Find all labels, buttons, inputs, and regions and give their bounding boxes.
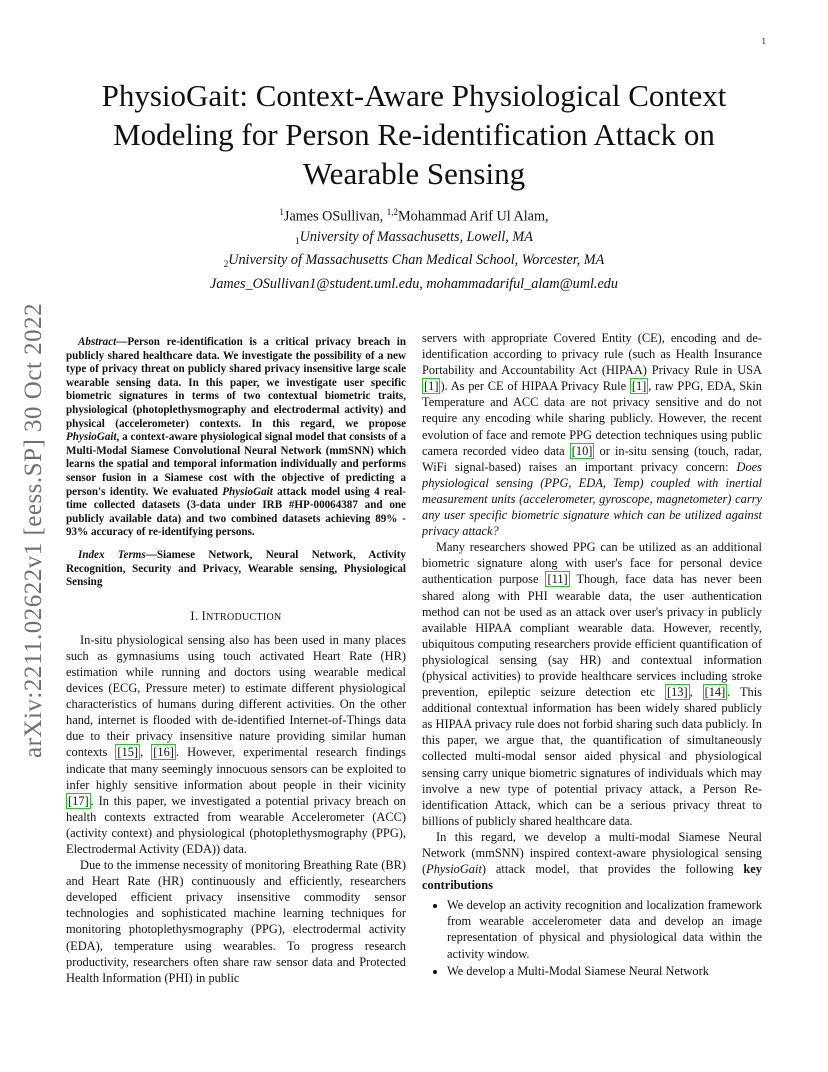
citation-17[interactable]: [17] bbox=[68, 793, 89, 808]
abstract-text-1: —Person re-identification is a critical privacy breach in publicly shared healthcare data. We investigate the possibility of a new type of privacy threat on publicly shared privacy insensitive large scale wearable sensing data. In this paper, we investigate user specific biometric signatures in terms of two contextual biometric traits, physiological (photoplethysmography and electrodermal activity) and physical (accelerometer) contexts. In this regard, we propose bbox=[66, 336, 406, 430]
para-text: . However, experimental research findings indicate that many seemingly innocuous sensors can be exploited to infer highly sensitive information about people in their vicinity bbox=[66, 745, 407, 792]
abstract-text-2: , a context-aware physiological signal model that consists of a Multi-Modal Siamese Convolutional Neural Network (mmSNN) which learns the spatial and temporal information individually and performs sensor fusion in a Siamese cost with the objective of predicting a person's identity. We evaluated bbox=[66, 431, 406, 498]
abstract-model-name-1: PhysioGait bbox=[66, 431, 117, 444]
citation-13[interactable]: [13] bbox=[666, 685, 688, 700]
citation-separator: , bbox=[689, 685, 703, 700]
section-numeral: I. I bbox=[190, 608, 207, 623]
key-contributions-label: key contributions bbox=[422, 862, 762, 893]
author2-affil-marker: 1,2 bbox=[386, 207, 399, 217]
citation-11[interactable]: [11] bbox=[547, 572, 568, 587]
affiliation-2 bbox=[66, 251, 762, 275]
para-text: , raw PPG, EDA, Skin Temperature and ACC data are not privacy sensitive and do not require any encoding while sharing publicly. However, the recent evolution of face and remote PPG detection techniques using public camera recorded video data bbox=[422, 379, 762, 458]
para-text: or in-situ sensing (touch, radar, WiFi signal-based) raises an important privacy concern: bbox=[422, 443, 762, 474]
para-text: In-situ physiological sensing also has been used in many places such as gymnasiums using touch activated Heart Rate (HR) estimation while running and doctors using wearable medical devices (ECG, Pressure meter) to estimate different physiological characteristics of humans during different activities. On the other hand, internet is flooded with de-identified Internet-of-Things data due to their privacy insensitive nature providing similar human contexts bbox=[66, 632, 406, 760]
para-text: Many researchers showed PPG can be utilized as an additional biometric signature along with user's face for personal device authentication purpose bbox=[422, 540, 762, 587]
index-terms-label: Index Terms bbox=[78, 548, 146, 561]
author-names bbox=[66, 203, 762, 228]
abstract-model-name-2: PhysioGait bbox=[222, 485, 273, 498]
intro-paragraph-4 bbox=[422, 829, 762, 893]
para-text: . This additional contextual information has been widely shared publicly as HIPAA privacy rule does not forbid sharing such data publicly. In this paper, we argue that, the quantification of simultaneously collected multi-modal sensor aided physical and physiological sensing carry unique biometric signatures of individuals which may involve a new type of potential privacy attack, a Person Re-identification Attack, which can be a serious privacy threat to billions of publicly shared healthcare data. bbox=[422, 685, 763, 828]
citation-14[interactable]: [14] bbox=[704, 685, 726, 700]
para-text: . In this paper, we investigated a potential privacy breach on health contexts extracted from wearable Accelerometer (ACC) (activity context) and physiological (photoplethysmography (PPG), Electrodermal Activity (EDA)) data. bbox=[66, 793, 406, 856]
intro-paragraph-1 bbox=[66, 632, 406, 857]
paper-title: PhysioGait: Context-Aware Physiological Context Modeling for Person Re-identification Attack on Wearable Sensing bbox=[101, 78, 727, 191]
section-title-rest: NTRODUCTION bbox=[206, 611, 282, 623]
author2-name: Mohammad Arif Ul Alam, bbox=[398, 208, 549, 225]
intro-paragraph-2-continued bbox=[422, 330, 762, 539]
affil1-text: University of Massachusetts, Lowell, MA bbox=[299, 228, 533, 245]
citation-1[interactable]: [1] bbox=[424, 379, 439, 394]
abstract bbox=[66, 336, 406, 540]
author-block bbox=[66, 203, 762, 295]
citation-1-repeat[interactable]: [1] bbox=[631, 379, 647, 394]
author1-affil-marker: 1 bbox=[279, 207, 284, 217]
citation-15[interactable]: [15] bbox=[117, 745, 139, 760]
affil2-text: University of Massachusetts Chan Medical School, Worcester, MA bbox=[228, 252, 605, 269]
index-terms bbox=[66, 549, 406, 590]
list-item: • We develop a Multi-Modal Siamese Neural Network bbox=[447, 963, 762, 979]
para-text: Though, face data has never been shared along with PHI wearable data, the user authentication method can not be used as an attack over user's privacy in publicly available HIPAA compliant wearable data. However, recently, ubiquitous computing researchers provide efficient quantification of physiological sensing (say HR) and contextual information (physical activities) to provide healthcare services including stroke prevention, epileptic seizure detection etc bbox=[422, 572, 762, 700]
para-text: ) attack model, that provides the following bbox=[481, 862, 744, 877]
author-emails: James_OSullivan1@student.uml.edu, mohammadariful_alam@uml.edu bbox=[210, 276, 618, 293]
right-column bbox=[422, 330, 762, 980]
arxiv-stamp: arXiv:2211.02622v1 [eess.SP] 30 Oct 2022 bbox=[20, 302, 47, 758]
citation-separator: , bbox=[140, 745, 152, 760]
intro-paragraph-3 bbox=[422, 539, 762, 829]
contributions-list bbox=[422, 897, 762, 978]
abstract-text-3: attack model using 4 real-time collected datasets (3-data under IRB #HP-00064387 and one publicly available data) and two combined datasets achieving 89% - 93% accuracy of re-identifying persons. bbox=[66, 485, 406, 539]
citation-10[interactable]: [10] bbox=[571, 443, 593, 458]
para-text: ). As per CE of HIPAA Privacy Rule bbox=[440, 379, 630, 394]
index-terms-text: —Siamese Network, Neural Network, Activity Recognition, Security and Privacy, Wearable sensing, Physiological Sensing bbox=[66, 548, 406, 589]
intro-paragraph-2: Due to the immense necessity of monitoring Breathing Rate (BR) and Heart Rate (HR) continuously and efficiently, researchers developed efficient privacy insensitive commodity sensor technologies and sophisticated machine learning techniques for monitoring photoplethysmography (PPG), electrodermal activity (EDA), temperature using wearables. To progress research productivity, researchers often share raw sensor data and Protected Health Information (PHI) in public bbox=[66, 858, 406, 985]
para-text: servers with appropriate Covered Entity (CE), encoding and de-identification according to privacy rule (such as Health Insurance Portability and Accountability Act (HIPAA) Privacy Rule in USA bbox=[422, 331, 762, 378]
affil2-marker: 2 bbox=[223, 259, 229, 270]
left-column bbox=[66, 330, 406, 986]
model-name: PhysioGait bbox=[426, 862, 482, 877]
list-item: • We develop an activity recognition and localization framework from wearable accelerometer data and develop an image representation of physical and physiological data within the activity window. bbox=[447, 897, 762, 961]
section-heading-introduction bbox=[66, 608, 406, 626]
para-text: In this regard, we develop a multi-modal Siamese Neural Network (mmSNN) inspired context-aware physiological sensing ( bbox=[422, 829, 762, 877]
abstract-label: Abstract bbox=[78, 336, 117, 348]
author1-name: James OSullivan, bbox=[283, 208, 387, 225]
research-question: Does physiological sensing (PPG, EDA, Temp) coupled with inertial measurement units (accelerometer, gyroscope, magnetometer) carry any user specific biometric signature which can be utilized against privacy attack? bbox=[422, 459, 762, 539]
citation-16[interactable]: [16] bbox=[153, 745, 174, 760]
affil1-marker: 1 bbox=[295, 235, 300, 246]
affiliation-1 bbox=[66, 228, 762, 252]
page-number: 1 bbox=[761, 36, 766, 46]
